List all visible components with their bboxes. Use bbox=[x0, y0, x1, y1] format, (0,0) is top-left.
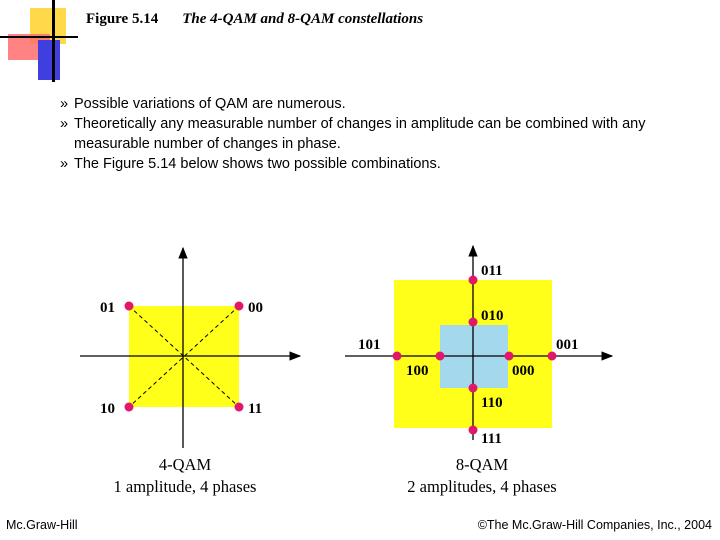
qam8-point-label: 001 bbox=[556, 337, 579, 353]
qam4-point-label: 00 bbox=[248, 300, 263, 316]
qam8-point bbox=[469, 276, 478, 285]
figure-caption: The 4-QAM and 8-QAM constellations bbox=[182, 11, 424, 27]
footer-copyright: ©The Mc.Graw-Hill Companies, Inc., 2004 bbox=[477, 518, 712, 532]
qam8-point-label: 111 bbox=[481, 431, 502, 447]
qam8-point-label: 011 bbox=[481, 263, 503, 279]
qam4-caption-subtitle: 1 amplitude, 4 phases bbox=[113, 477, 257, 496]
qam8-caption-title: 8-QAM bbox=[455, 455, 509, 474]
qam4-diagram bbox=[80, 248, 300, 496]
footer-publisher: Mc.Graw-Hill bbox=[6, 518, 78, 532]
qam4-caption-title: 4-QAM bbox=[158, 455, 212, 474]
qam8-point bbox=[469, 384, 478, 393]
qam4-point bbox=[235, 403, 244, 412]
qam4-point-label: 01 bbox=[100, 300, 115, 316]
bullet-item: » Possible variations of QAM are numerous. bbox=[60, 94, 700, 114]
qam4-point bbox=[235, 302, 244, 311]
qam8-diagram bbox=[345, 246, 612, 496]
qam4-point-label: 10 bbox=[100, 401, 115, 417]
qam8-point-label: 101 bbox=[358, 337, 381, 353]
bullet-item: » Theoretically any measurable number of changes in amplitude can be combined with any measurable number of changes in phase. bbox=[60, 114, 700, 154]
qam8-point-label: 010 bbox=[481, 308, 504, 324]
qam4-point bbox=[125, 403, 134, 412]
qam8-point-label: 110 bbox=[481, 395, 503, 411]
qam8-point-label: 100 bbox=[406, 363, 429, 379]
qam4-point-label: 11 bbox=[248, 401, 263, 417]
bullet-item: » The Figure 5.14 below shows two possible combinations. bbox=[60, 154, 700, 174]
qam8-point-label: 000 bbox=[512, 363, 535, 379]
figure-number: Figure 5.14 bbox=[86, 11, 159, 27]
qam8-point bbox=[505, 352, 514, 361]
qam8-point bbox=[436, 352, 445, 361]
qam8-point bbox=[469, 426, 478, 435]
qam4-point bbox=[125, 302, 134, 311]
qam8-point bbox=[469, 318, 478, 327]
qam8-point bbox=[393, 352, 402, 361]
qam8-caption-subtitle: 2 amplitudes, 4 phases bbox=[407, 477, 557, 496]
